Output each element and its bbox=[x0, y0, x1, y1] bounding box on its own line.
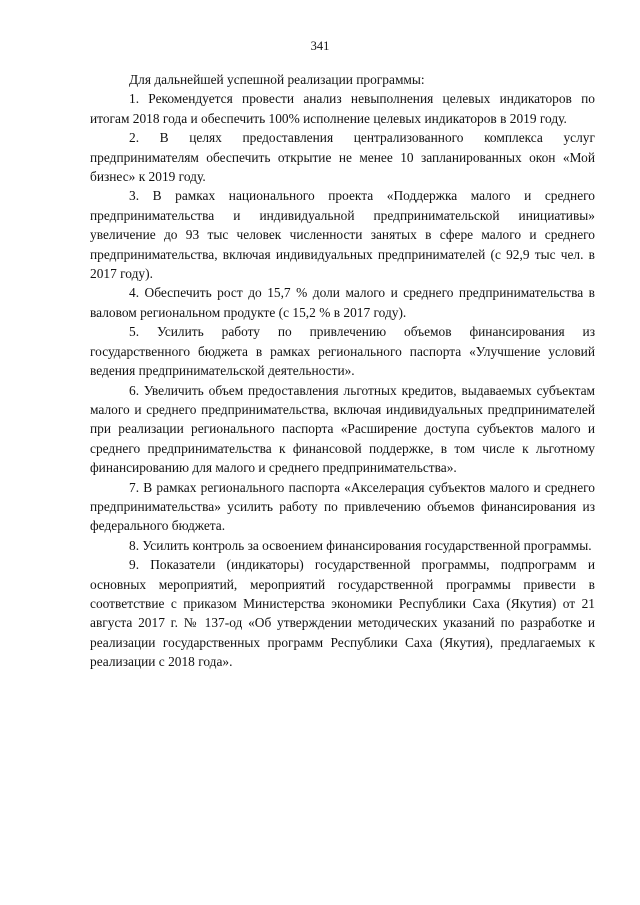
recommendation-item-6: 6. Увеличить объем предоставления льготных кредитов, выдаваемых субъектам малого и среднего предпринимательства, включая индивидуальных предпринимателей при реализации регионального паспорта «Расширение доступа субъектов малого и среднего предпринимательства к финансовой поддержке, в том числе к льготному финансированию для малого и среднего предпринимательства». bbox=[90, 382, 595, 476]
recommendation-item-8: 8. Усилить контроль за освоением финансирования государственной программы. bbox=[129, 537, 592, 553]
recommendation-item-5: 5. Усилить работу по привлечению объемов финансирования из государственного бюджета в рамках регионального паспорта «Улучшение условий ведения предпринимательской деятельности». bbox=[90, 324, 595, 379]
page-number: 341 bbox=[310, 39, 330, 53]
recommendation-item-9: 9. Показатели (индикаторы) государственной программы, подпрограмм и основных мероприятий, мероприятий государственной программы привести в соответствие с приказом Министерства экономики Республики Саха (Якутия) от 21 августа 2017 г. № 137-од «Об утверждении методических указаний по разработке и реализации государственных программ Республики Саха (Якутия), предлагаемых к реализации с 2018 года». bbox=[90, 557, 595, 670]
recommendation-item-4: 4. Обеспечить рост до 15,7 % доли малого и среднего предпринимательства в валовом региональном продукте (с 15,2 % в 2017 году). bbox=[90, 285, 595, 320]
document-body bbox=[90, 70, 595, 672]
recommendation-item-7: 7. В рамках регионального паспорта «Акселерация субъектов малого и среднего предпринимательства» усилить работу по привлечению объемов финансирования из федерального бюджета. bbox=[90, 479, 595, 534]
recommendation-item-1: 1. Рекомендуется провести анализ невыполнения целевых индикаторов по итогам 2018 года и обеспечить 100% исполнение целевых индикаторов в 2019 году. bbox=[90, 91, 595, 126]
intro-paragraph: Для дальнейшей успешной реализации программы: bbox=[129, 72, 425, 87]
recommendation-item-3: 3. В рамках национального проекта «Поддержка малого и среднего предпринимательства и индивидуальной предпринимательской инициативы» увеличение до 93 тыс человек численности занятых в сфере малого и среднего предпринимательства, включая индивидуальных предпринимателей (с 92,9 тыс чел. в 2017 году). bbox=[90, 188, 595, 282]
recommendation-item-2: 2. В целях предоставления централизованного комплекса услуг предпринимателям обеспечить открытие не менее 10 запланированных окон «Мой бизнес» к 2019 году. bbox=[90, 130, 595, 185]
